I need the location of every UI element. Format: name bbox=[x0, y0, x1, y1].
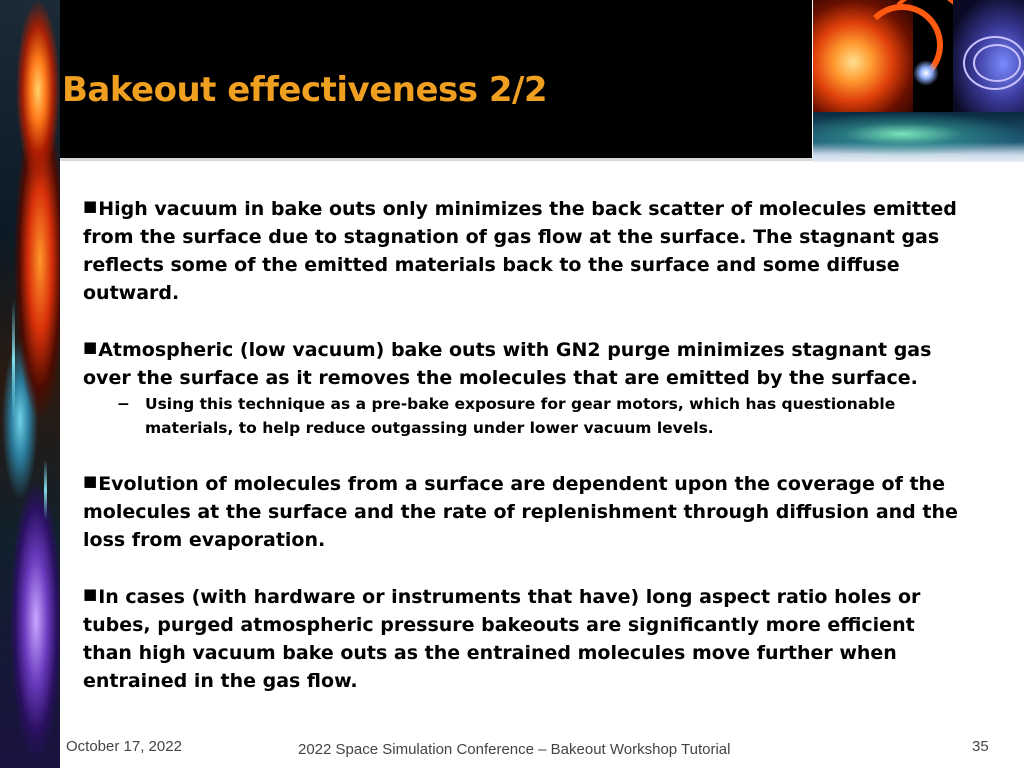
bullet-square-icon: ■ bbox=[83, 338, 98, 356]
footer-title: 2022 Space Simulation Conference – Bakeout Workshop Tutorial bbox=[298, 741, 731, 758]
bullet-text: Atmospheric (low vacuum) bake outs with GN2 purge minimizes stagnant gas over the surface as it removes the molecules that are emitted by the surface. bbox=[83, 339, 932, 389]
space-weather-image bbox=[813, 0, 1024, 162]
sub-bullet-text: Using this technique as a pre-bake exposure for gear motors, which has questionable materials, to help reduce outgassing under lower vacuum levels. bbox=[145, 395, 896, 437]
bullet-text: High vacuum in bake outs only minimizes the back scatter of molecules emitted from the surface due to stagnation of gas flow at the surface. The stagnant gas reflects some of the emitted materials back to the surface and some diffuse outward. bbox=[83, 198, 957, 304]
bullet-1 bbox=[83, 192, 963, 307]
bullet-text: Evolution of molecules from a surface are dependent upon the coverage of the molecules at the surface and the rate of replenishment through diffusion and the loss from evaporation. bbox=[83, 473, 958, 551]
dash-icon: − bbox=[117, 395, 130, 413]
bullet-text: In cases (with hardware or instruments that have) long aspect ratio holes or tubes, purged atmospheric pressure bakeouts are significantly more efficient than high vacuum bake outs as the entrained molecules move further when entrained in the gas flow. bbox=[83, 586, 921, 692]
slide-number: 35 bbox=[972, 738, 989, 755]
aurora-image bbox=[813, 112, 1024, 162]
bullet-square-icon: ■ bbox=[83, 472, 98, 490]
sub-bullet-1 bbox=[117, 392, 963, 440]
bullet-3 bbox=[83, 467, 963, 554]
slide-title: Bakeout effectiveness 2/2 bbox=[62, 70, 548, 110]
slide-body bbox=[83, 192, 963, 695]
bullet-4 bbox=[83, 580, 963, 695]
star-icon bbox=[913, 60, 939, 86]
footer-date: October 17, 2022 bbox=[66, 738, 182, 755]
bullet-2 bbox=[83, 333, 963, 392]
bullet-square-icon: ■ bbox=[83, 197, 98, 215]
bullet-square-icon: ■ bbox=[83, 585, 98, 603]
left-decorative-strip bbox=[0, 0, 60, 768]
